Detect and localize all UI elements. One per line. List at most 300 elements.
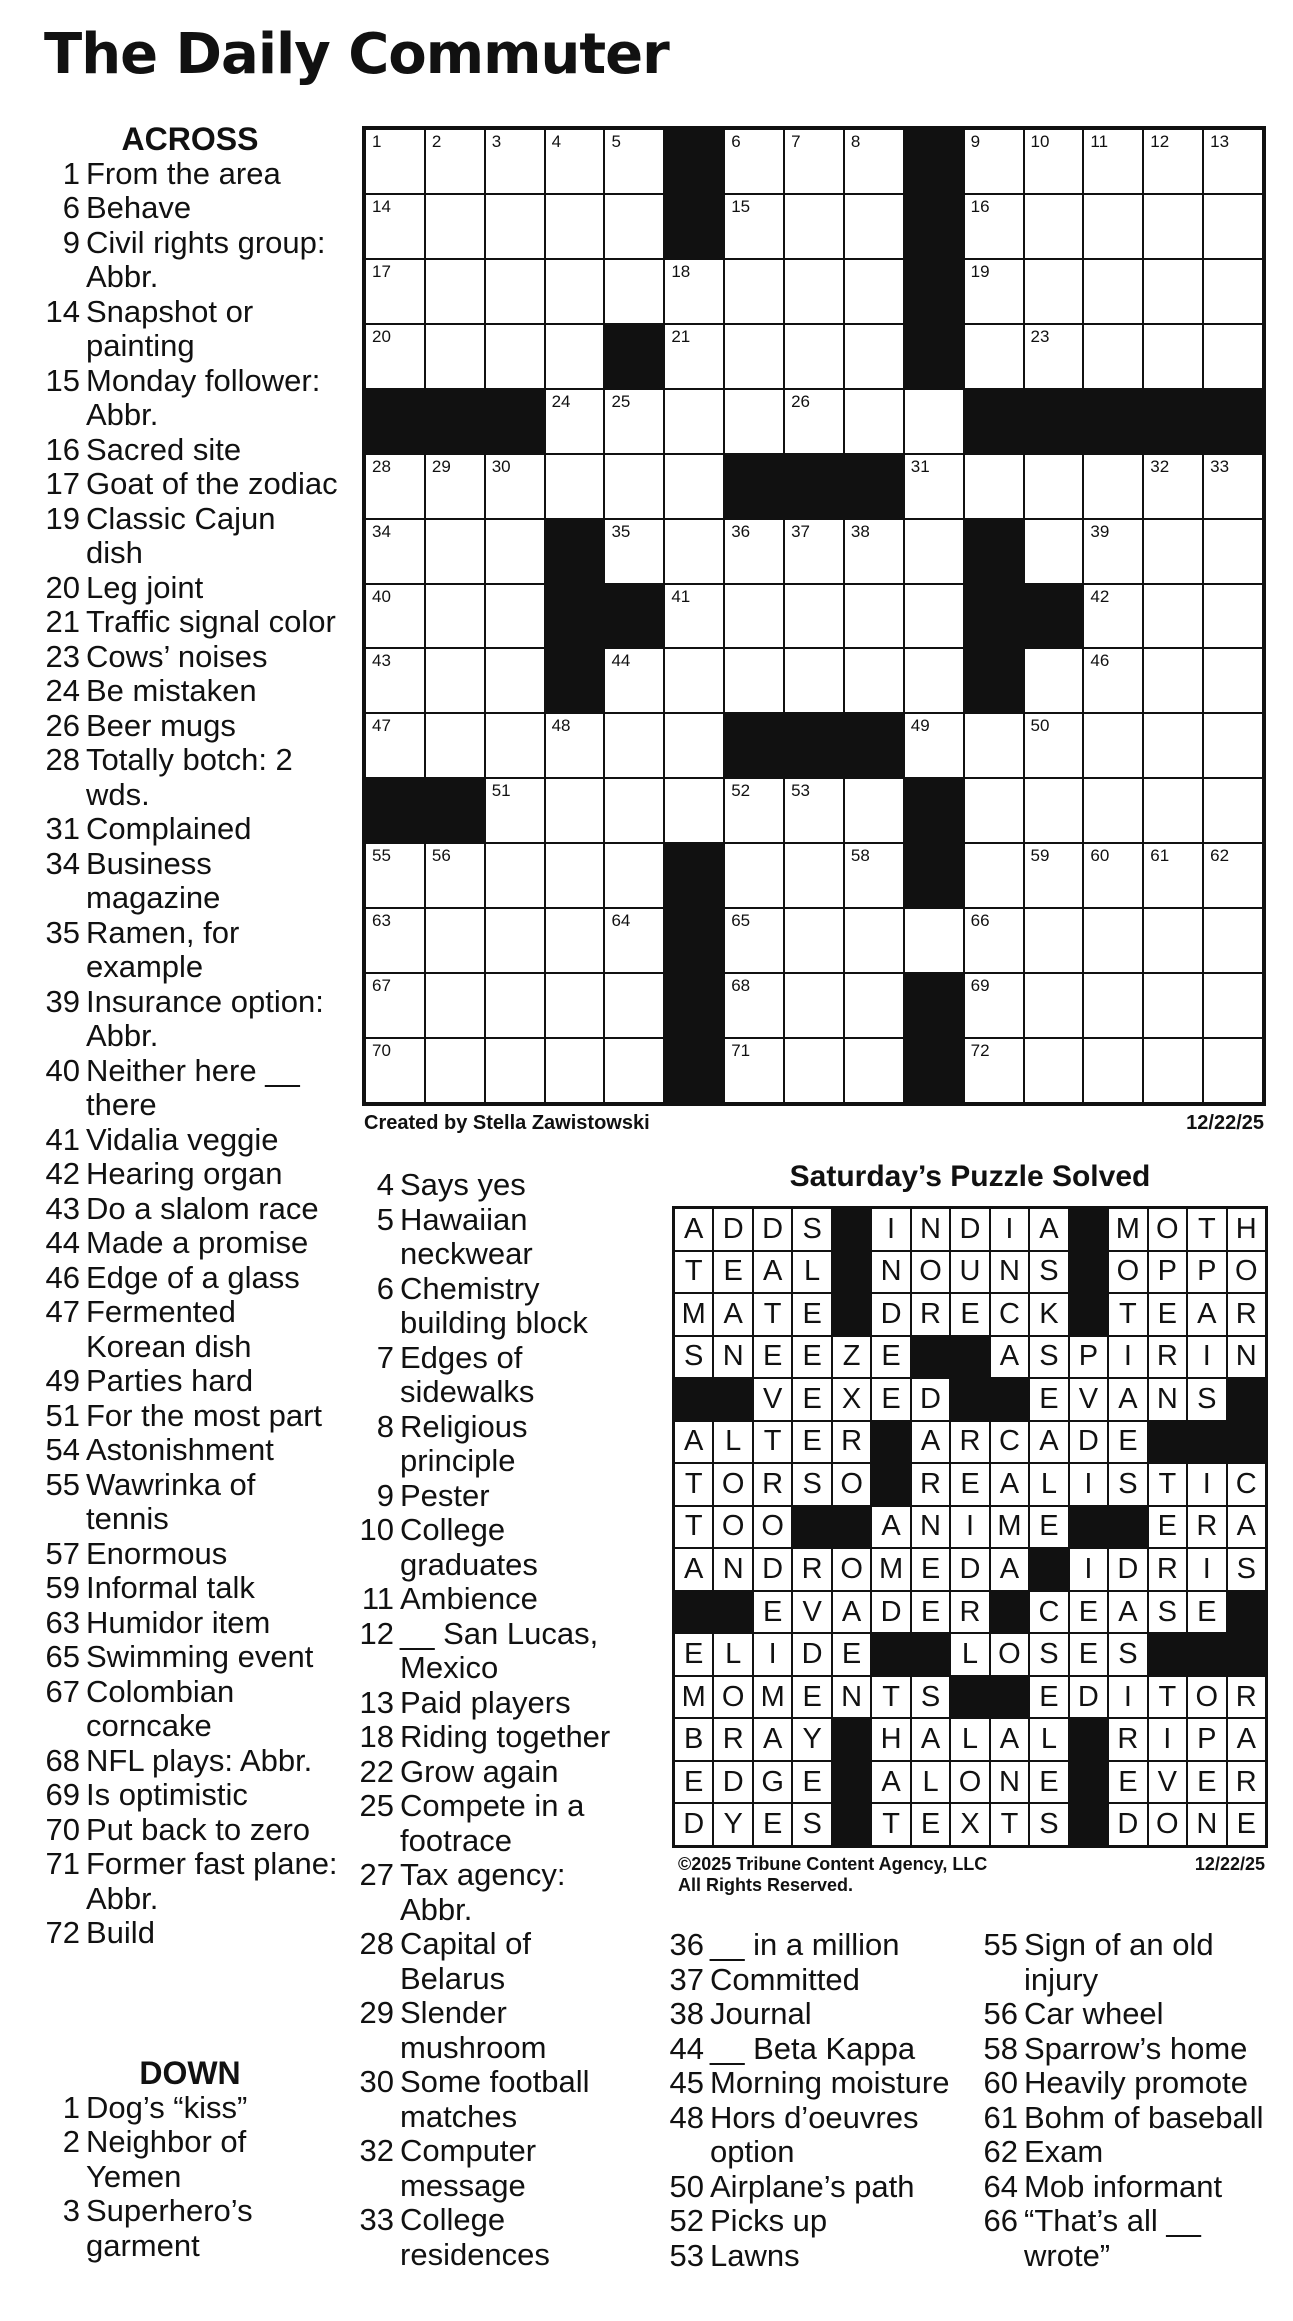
grid-cell[interactable] xyxy=(785,195,843,258)
grid-cell[interactable] xyxy=(1144,1039,1202,1102)
across-clue-67[interactable] xyxy=(40,1675,340,1744)
across-clue-72[interactable] xyxy=(40,1916,340,1951)
grid-cell[interactable] xyxy=(965,130,1023,193)
down-clue-33[interactable] xyxy=(354,2203,624,2272)
grid-cell[interactable] xyxy=(426,130,484,193)
grid-cell[interactable] xyxy=(1204,130,1262,193)
down-clue-28[interactable] xyxy=(354,1927,624,1996)
across-clue-6[interactable] xyxy=(40,191,340,226)
clue-number: 10 xyxy=(359,1512,394,1547)
grid-cell[interactable] xyxy=(366,130,424,193)
grid-cell[interactable] xyxy=(426,1039,484,1102)
grid-cell[interactable] xyxy=(1025,779,1083,842)
across-clue-14[interactable] xyxy=(40,295,340,364)
clue-text: Vidalia veggie xyxy=(86,1121,279,1157)
grid-cell[interactable] xyxy=(546,974,604,1037)
down-clue-38[interactable] xyxy=(664,1997,970,2032)
grid-cell[interactable] xyxy=(366,909,424,972)
grid-cell[interactable] xyxy=(725,844,783,907)
grid-cell[interactable] xyxy=(785,779,843,842)
down-clue-10[interactable] xyxy=(354,1513,624,1582)
across-clue-68[interactable] xyxy=(40,1744,340,1779)
grid-cell[interactable] xyxy=(665,325,723,388)
down-clue-32[interactable] xyxy=(354,2134,624,2203)
clue-number: 54 xyxy=(45,1432,80,1467)
grid-cell[interactable] xyxy=(845,130,903,193)
grid-cell[interactable] xyxy=(845,974,903,1037)
crossword-grid[interactable] xyxy=(362,126,1266,1106)
across-clue-59[interactable] xyxy=(40,1571,340,1606)
down-clues-column-2 xyxy=(354,1168,624,2272)
grid-cell[interactable] xyxy=(486,325,544,388)
grid-cell[interactable] xyxy=(1025,260,1083,323)
down-clue-55[interactable] xyxy=(978,1928,1278,1997)
grid-cell[interactable] xyxy=(785,844,843,907)
down-clue-8[interactable] xyxy=(354,1410,624,1479)
down-clue-44[interactable] xyxy=(664,2032,970,2067)
grid-cell[interactable] xyxy=(725,260,783,323)
grid-cell[interactable] xyxy=(665,585,723,648)
grid-cell[interactable] xyxy=(1025,974,1083,1037)
grid-cell[interactable] xyxy=(725,325,783,388)
grid-cell[interactable] xyxy=(1084,779,1142,842)
clue-text: Sign of an old injury xyxy=(1024,1927,1214,1997)
grid-cell[interactable] xyxy=(1204,325,1262,388)
grid-cell[interactable] xyxy=(426,195,484,258)
down-clue-53[interactable] xyxy=(664,2239,970,2274)
grid-cell[interactable] xyxy=(1144,779,1202,842)
grid-cell[interactable] xyxy=(546,195,604,258)
grid-cell[interactable] xyxy=(366,455,424,518)
grid-cell[interactable] xyxy=(905,714,963,777)
grid-cell[interactable] xyxy=(1084,1039,1142,1102)
down-clue-45[interactable] xyxy=(664,2066,970,2101)
across-clue-35[interactable] xyxy=(40,916,340,985)
black-square xyxy=(605,325,663,388)
solution-cell: I xyxy=(951,1507,988,1548)
grid-cell[interactable] xyxy=(725,195,783,258)
grid-cell[interactable] xyxy=(785,325,843,388)
grid-cell[interactable] xyxy=(965,260,1023,323)
grid-cell[interactable] xyxy=(1025,455,1083,518)
across-clue-15[interactable] xyxy=(40,364,340,433)
grid-cell[interactable] xyxy=(905,520,963,583)
across-clue-40[interactable] xyxy=(40,1054,340,1123)
grid-cell[interactable] xyxy=(486,455,544,518)
down-clue-4[interactable] xyxy=(354,1168,624,1203)
grid-cell[interactable] xyxy=(366,649,424,712)
grid-cell[interactable] xyxy=(546,909,604,972)
grid-cell[interactable] xyxy=(725,390,783,453)
grid-cell[interactable] xyxy=(845,260,903,323)
grid-cell[interactable] xyxy=(905,585,963,648)
down-clue-52[interactable] xyxy=(664,2204,970,2239)
solution-cell: O xyxy=(1109,1252,1146,1293)
grid-cell[interactable] xyxy=(605,390,663,453)
down-clue-7[interactable] xyxy=(354,1341,624,1410)
down-clue-13[interactable] xyxy=(354,1686,624,1721)
grid-cell[interactable] xyxy=(845,195,903,258)
across-clue-19[interactable] xyxy=(40,502,340,571)
grid-cell[interactable] xyxy=(1144,649,1202,712)
grid-cell[interactable] xyxy=(725,779,783,842)
grid-cell[interactable] xyxy=(546,714,604,777)
across-clue-43[interactable] xyxy=(40,1192,340,1227)
grid-cell[interactable] xyxy=(366,1039,424,1102)
grid-cell[interactable] xyxy=(1084,260,1142,323)
solution-cell: R xyxy=(912,1464,949,1505)
grid-cell[interactable] xyxy=(1144,260,1202,323)
grid-cell[interactable] xyxy=(426,714,484,777)
grid-cell[interactable] xyxy=(1084,325,1142,388)
across-clue-65[interactable] xyxy=(40,1640,340,1675)
cell-number: 10 xyxy=(1030,132,1050,151)
down-clue-11[interactable] xyxy=(354,1582,624,1617)
grid-cell[interactable] xyxy=(546,260,604,323)
across-clue-70[interactable] xyxy=(40,1813,340,1848)
grid-cell[interactable] xyxy=(546,390,604,453)
grid-cell[interactable] xyxy=(725,974,783,1037)
down-clue-3[interactable] xyxy=(40,2194,340,2263)
grid-cell[interactable] xyxy=(486,1039,544,1102)
grid-cell[interactable] xyxy=(1144,585,1202,648)
grid-cell[interactable] xyxy=(725,520,783,583)
grid-cell[interactable] xyxy=(605,195,663,258)
grid-cell[interactable] xyxy=(1025,649,1083,712)
grid-cell[interactable] xyxy=(1084,844,1142,907)
grid-cell[interactable] xyxy=(1084,520,1142,583)
across-clue-54[interactable] xyxy=(40,1433,340,1468)
grid-cell[interactable] xyxy=(1025,844,1083,907)
grid-cell[interactable] xyxy=(605,714,663,777)
grid-cell[interactable] xyxy=(1204,520,1262,583)
grid-cell[interactable] xyxy=(965,1039,1023,1102)
across-clue-49[interactable] xyxy=(40,1364,340,1399)
grid-cell[interactable] xyxy=(426,455,484,518)
grid-cell[interactable] xyxy=(366,195,424,258)
down-clue-1[interactable] xyxy=(40,2091,340,2126)
down-clue-5[interactable] xyxy=(354,1203,624,1272)
grid-cell[interactable] xyxy=(546,325,604,388)
solution-cell: O xyxy=(714,1464,751,1505)
down-clue-27[interactable] xyxy=(354,1858,624,1927)
across-clue-69[interactable] xyxy=(40,1778,340,1813)
across-clue-71[interactable] xyxy=(40,1847,340,1916)
grid-cell[interactable] xyxy=(486,130,544,193)
grid-cell[interactable] xyxy=(665,455,723,518)
down-clue-48[interactable] xyxy=(664,2101,970,2170)
grid-cell[interactable] xyxy=(785,649,843,712)
grid-cell[interactable] xyxy=(1144,714,1202,777)
solution-cell: I xyxy=(1109,1337,1146,1378)
grid-cell[interactable] xyxy=(1084,455,1142,518)
solution-cell: R xyxy=(1109,1719,1146,1760)
cell-number: 5 xyxy=(611,132,621,151)
across-clue-31[interactable] xyxy=(40,812,340,847)
grid-cell[interactable] xyxy=(1084,130,1142,193)
grid-cell[interactable] xyxy=(845,909,903,972)
down-clue-22[interactable] xyxy=(354,1755,624,1790)
grid-cell[interactable] xyxy=(486,844,544,907)
grid-cell[interactable] xyxy=(965,779,1023,842)
grid-cell[interactable] xyxy=(1204,195,1262,258)
grid-cell[interactable] xyxy=(546,455,604,518)
grid-cell[interactable] xyxy=(845,520,903,583)
grid-cell[interactable] xyxy=(845,390,903,453)
grid-cell[interactable] xyxy=(665,520,723,583)
across-clue-16[interactable] xyxy=(40,433,340,468)
grid-cell[interactable] xyxy=(965,714,1023,777)
grid-cell[interactable] xyxy=(1025,130,1083,193)
grid-cell[interactable] xyxy=(665,779,723,842)
down-clue-2[interactable] xyxy=(40,2125,340,2194)
across-clue-42[interactable] xyxy=(40,1157,340,1192)
black-square xyxy=(965,585,1023,648)
grid-cell[interactable] xyxy=(1025,714,1083,777)
grid-cell[interactable] xyxy=(665,714,723,777)
grid-cell[interactable] xyxy=(1204,909,1262,972)
grid-cell[interactable] xyxy=(486,909,544,972)
grid-cell[interactable] xyxy=(1025,325,1083,388)
grid-cell[interactable] xyxy=(486,974,544,1037)
grid-cell[interactable] xyxy=(546,130,604,193)
grid-cell[interactable] xyxy=(845,649,903,712)
grid-cell[interactable] xyxy=(965,195,1023,258)
grid-cell[interactable] xyxy=(1025,1039,1083,1102)
grid-cell[interactable] xyxy=(1144,130,1202,193)
across-clue-20[interactable] xyxy=(40,571,340,606)
grid-cell[interactable] xyxy=(605,649,663,712)
grid-cell[interactable] xyxy=(605,974,663,1037)
across-clue-34[interactable] xyxy=(40,847,340,916)
grid-cell[interactable] xyxy=(366,974,424,1037)
grid-cell[interactable] xyxy=(845,325,903,388)
grid-cell[interactable] xyxy=(1204,844,1262,907)
grid-cell[interactable] xyxy=(1204,260,1262,323)
down-clue-9[interactable] xyxy=(354,1479,624,1514)
across-clue-9[interactable] xyxy=(40,226,340,295)
grid-cell[interactable] xyxy=(965,325,1023,388)
grid-cell[interactable] xyxy=(546,779,604,842)
grid-cell[interactable] xyxy=(1204,714,1262,777)
solution-black-square xyxy=(793,1507,830,1548)
grid-cell[interactable] xyxy=(845,844,903,907)
grid-cell[interactable] xyxy=(1084,909,1142,972)
across-clue-1[interactable] xyxy=(40,157,340,192)
grid-cell[interactable] xyxy=(965,455,1023,518)
across-clue-63[interactable] xyxy=(40,1606,340,1641)
grid-cell[interactable] xyxy=(486,520,544,583)
grid-cell[interactable] xyxy=(725,909,783,972)
across-clue-26[interactable] xyxy=(40,709,340,744)
grid-cell[interactable] xyxy=(486,585,544,648)
grid-cell[interactable] xyxy=(605,779,663,842)
grid-cell[interactable] xyxy=(605,455,663,518)
grid-cell[interactable] xyxy=(665,390,723,453)
grid-cell[interactable] xyxy=(785,390,843,453)
down-clue-37[interactable] xyxy=(664,1963,970,1998)
across-clue-44[interactable] xyxy=(40,1226,340,1261)
clue-text: Do a slalom race xyxy=(86,1190,319,1226)
down-clue-50[interactable] xyxy=(664,2170,970,2205)
grid-cell[interactable] xyxy=(665,649,723,712)
grid-cell[interactable] xyxy=(426,844,484,907)
grid-cell[interactable] xyxy=(905,455,963,518)
solution-cell: C xyxy=(1228,1464,1265,1505)
grid-cell[interactable] xyxy=(366,844,424,907)
grid-cell[interactable] xyxy=(785,520,843,583)
cell-number: 33 xyxy=(1210,456,1230,476)
grid-cell[interactable] xyxy=(1204,455,1262,518)
grid-cell[interactable] xyxy=(486,779,544,842)
grid-cell[interactable] xyxy=(785,585,843,648)
grid-cell[interactable] xyxy=(1084,585,1142,648)
grid-cell[interactable] xyxy=(785,1039,843,1102)
grid-cell[interactable] xyxy=(1204,649,1262,712)
down-clue-61[interactable] xyxy=(978,2101,1278,2136)
grid-cell[interactable] xyxy=(1204,585,1262,648)
clue-number: 7 xyxy=(376,1339,394,1375)
across-clue-21[interactable] xyxy=(40,605,340,640)
down-clue-30[interactable] xyxy=(354,2065,624,2134)
grid-cell[interactable] xyxy=(845,1039,903,1102)
across-clue-17[interactable] xyxy=(40,467,340,502)
grid-cell[interactable] xyxy=(486,649,544,712)
grid-cell[interactable] xyxy=(1084,974,1142,1037)
clue-number: 30 xyxy=(359,2064,394,2099)
grid-cell[interactable] xyxy=(845,779,903,842)
across-clue-23[interactable] xyxy=(40,640,340,675)
down-clue-29[interactable] xyxy=(354,1996,624,2065)
grid-cell[interactable] xyxy=(546,844,604,907)
grid-cell[interactable] xyxy=(1144,974,1202,1037)
grid-cell[interactable] xyxy=(845,585,903,648)
across-clue-51[interactable] xyxy=(40,1399,340,1434)
clue-number: 21 xyxy=(45,604,80,639)
solution-cell: E xyxy=(1109,1762,1146,1803)
grid-cell[interactable] xyxy=(1204,974,1262,1037)
grid-cell[interactable] xyxy=(366,260,424,323)
grid-cell[interactable] xyxy=(366,585,424,648)
across-clue-39[interactable] xyxy=(40,985,340,1054)
grid-cell[interactable] xyxy=(426,585,484,648)
grid-cell[interactable] xyxy=(605,260,663,323)
grid-cell[interactable] xyxy=(486,260,544,323)
across-clue-46[interactable] xyxy=(40,1261,340,1296)
grid-cell[interactable] xyxy=(486,714,544,777)
grid-cell[interactable] xyxy=(1144,195,1202,258)
grid-cell[interactable] xyxy=(725,1039,783,1102)
solution-cell: M xyxy=(1109,1209,1146,1250)
cell-number: 71 xyxy=(731,1041,751,1061)
clue-text: Riding together xyxy=(400,1719,611,1754)
cell-number: 11 xyxy=(1090,132,1109,151)
down-clue-25[interactable] xyxy=(354,1789,624,1858)
across-clue-28[interactable] xyxy=(40,743,340,812)
grid-cell[interactable] xyxy=(785,130,843,193)
across-clue-57[interactable] xyxy=(40,1537,340,1572)
grid-cell[interactable] xyxy=(426,909,484,972)
solution-cell: R xyxy=(1188,1507,1225,1548)
grid-cell[interactable] xyxy=(426,325,484,388)
grid-cell[interactable] xyxy=(1204,1039,1262,1102)
across-clue-47[interactable] xyxy=(40,1295,340,1364)
down-clue-62[interactable] xyxy=(978,2135,1278,2170)
solution-cell: E xyxy=(754,1337,791,1378)
down-clue-12[interactable] xyxy=(354,1617,624,1686)
grid-cell[interactable] xyxy=(426,649,484,712)
down-clue-60[interactable] xyxy=(978,2066,1278,2101)
grid-cell[interactable] xyxy=(1144,844,1202,907)
grid-cell[interactable] xyxy=(905,649,963,712)
down-clue-64[interactable] xyxy=(978,2170,1278,2205)
across-clue-55[interactable] xyxy=(40,1468,340,1537)
grid-cell[interactable] xyxy=(426,520,484,583)
grid-cell[interactable] xyxy=(1144,909,1202,972)
grid-cell[interactable] xyxy=(1084,195,1142,258)
grid-cell[interactable] xyxy=(905,390,963,453)
grid-cell[interactable] xyxy=(665,260,723,323)
grid-cell[interactable] xyxy=(366,714,424,777)
grid-cell[interactable] xyxy=(605,909,663,972)
grid-cell[interactable] xyxy=(725,585,783,648)
grid-cell[interactable] xyxy=(965,909,1023,972)
solution-cell: I xyxy=(872,1209,909,1250)
clue-text: Dog’s “kiss” xyxy=(86,2089,248,2125)
down-clue-6[interactable] xyxy=(354,1272,624,1341)
grid-cell[interactable] xyxy=(725,649,783,712)
grid-cell[interactable] xyxy=(1144,325,1202,388)
grid-cell[interactable] xyxy=(605,520,663,583)
grid-cell[interactable] xyxy=(426,974,484,1037)
grid-cell[interactable] xyxy=(605,844,663,907)
grid-cell[interactable] xyxy=(965,844,1023,907)
grid-cell[interactable] xyxy=(1025,195,1083,258)
grid-cell[interactable] xyxy=(785,974,843,1037)
down-clue-58[interactable] xyxy=(978,2032,1278,2067)
down-clue-66[interactable] xyxy=(978,2204,1278,2273)
grid-cell[interactable] xyxy=(785,909,843,972)
grid-cell[interactable] xyxy=(426,260,484,323)
solution-cell: E xyxy=(754,1592,791,1633)
black-square xyxy=(665,130,723,193)
down-clue-56[interactable] xyxy=(978,1997,1278,2032)
grid-cell[interactable] xyxy=(905,909,963,972)
grid-cell[interactable] xyxy=(1084,714,1142,777)
grid-cell[interactable] xyxy=(965,974,1023,1037)
grid-cell[interactable] xyxy=(605,1039,663,1102)
grid-cell[interactable] xyxy=(605,130,663,193)
grid-cell[interactable] xyxy=(1144,520,1202,583)
grid-cell[interactable] xyxy=(1025,909,1083,972)
grid-cell[interactable] xyxy=(366,325,424,388)
clue-text: Classic Cajun dish xyxy=(86,500,276,570)
grid-cell[interactable] xyxy=(546,1039,604,1102)
solution-cell: E xyxy=(793,1677,830,1718)
grid-cell[interactable] xyxy=(1204,779,1262,842)
across-clue-41[interactable] xyxy=(40,1123,340,1158)
grid-cell[interactable] xyxy=(1025,520,1083,583)
grid-cell[interactable] xyxy=(785,260,843,323)
grid-cell[interactable] xyxy=(366,520,424,583)
grid-cell[interactable] xyxy=(1144,455,1202,518)
across-clue-24[interactable] xyxy=(40,674,340,709)
grid-cell[interactable] xyxy=(725,130,783,193)
down-clue-36[interactable] xyxy=(664,1928,970,1963)
down-clue-18[interactable] xyxy=(354,1720,624,1755)
grid-cell[interactable] xyxy=(1084,649,1142,712)
grid-cell[interactable] xyxy=(486,195,544,258)
